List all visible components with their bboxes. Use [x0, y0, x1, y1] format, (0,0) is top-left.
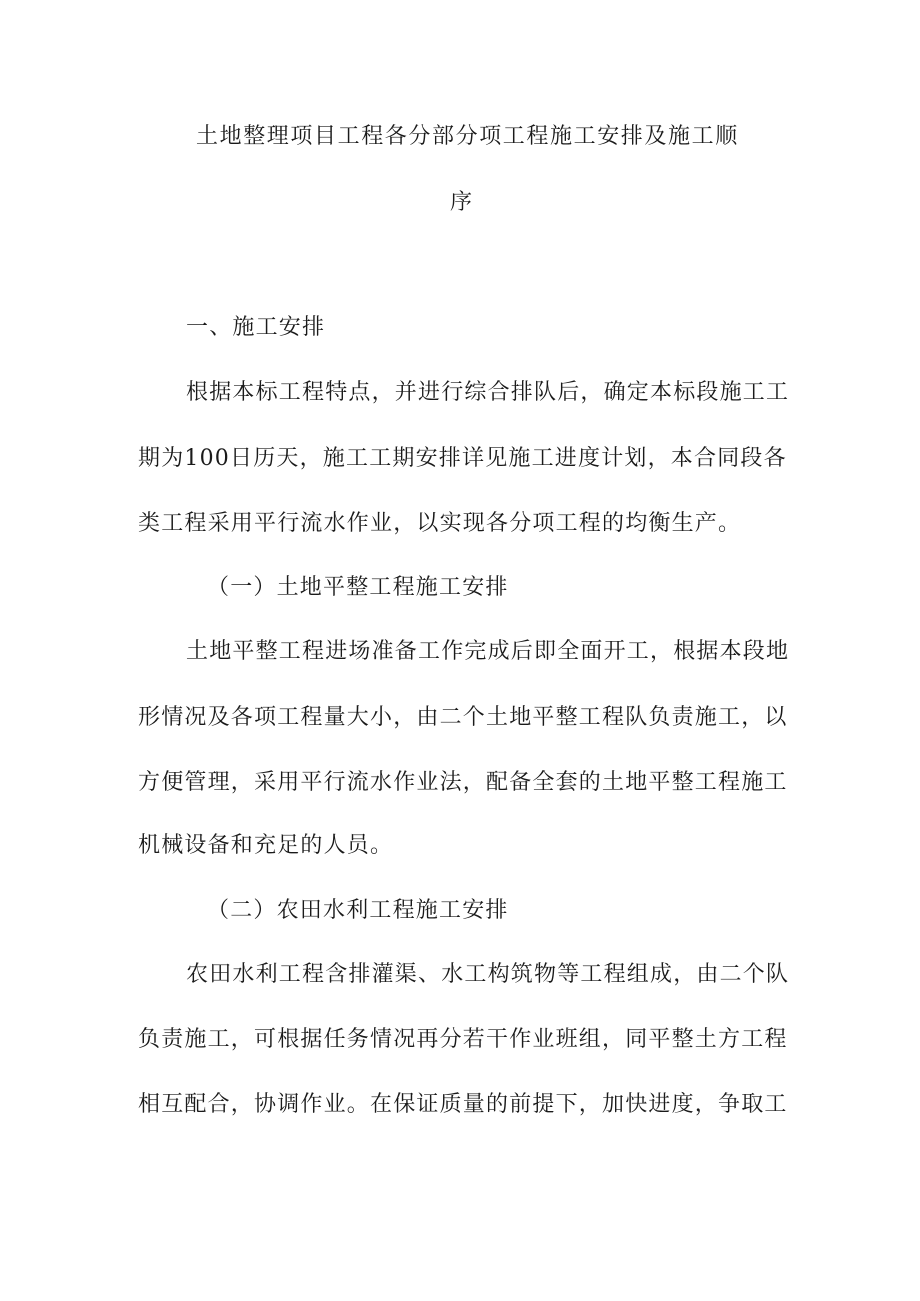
subsection-heading-farmland-water-conservancy: （二）农田水利工程施工安排 — [207, 898, 509, 923]
paragraph-2-line-3: 方便管理，采用平行流水作业法，配备全套的土地平整工程施工 — [138, 770, 788, 795]
paragraph-3-line-1: 农田水利工程含排灌渠、水工构筑物等工程组成，由二个队 — [186, 962, 790, 987]
paragraph-1-line-3: 类工程采用平行流水作业，以实现各分项工程的均衡生产。 — [138, 511, 742, 536]
paragraph-2-line-4: 机械设备和充足的人员。 — [138, 833, 394, 858]
paragraph-2-line-1: 土地平整工程进场准备工作完成后即全面开工，根据本段地 — [186, 639, 790, 664]
paragraph-1-line-1: 根据本标工程特点，并进行综合排队后，确定本标段施工工 — [186, 380, 790, 405]
paragraph-1-line-2: 期为100日历天，施工工期安排详见施工进度计划，本合同段各 — [138, 446, 787, 471]
paragraph-3-line-2: 负责施工，可根据任务情况再分若干作业班组，同平整土方工程 — [138, 1027, 788, 1052]
section-heading-construction-arrangement: 一、施工安排 — [186, 315, 326, 340]
paragraph-3-line-3: 相互配合，协调作业。在保证质量的前提下，加快进度，争取工 — [138, 1092, 788, 1117]
document-title-line-2: 序 — [450, 190, 474, 215]
subsection-heading-land-leveling: （一）土地平整工程施工安排 — [207, 575, 509, 600]
document-title-line-1: 土地整理项目工程各分部分项工程施工安排及施工顺 — [196, 124, 739, 149]
paragraph-2-line-2: 形情况及各项工程量大小，由二个土地平整工程队负责施工，以 — [138, 705, 788, 730]
